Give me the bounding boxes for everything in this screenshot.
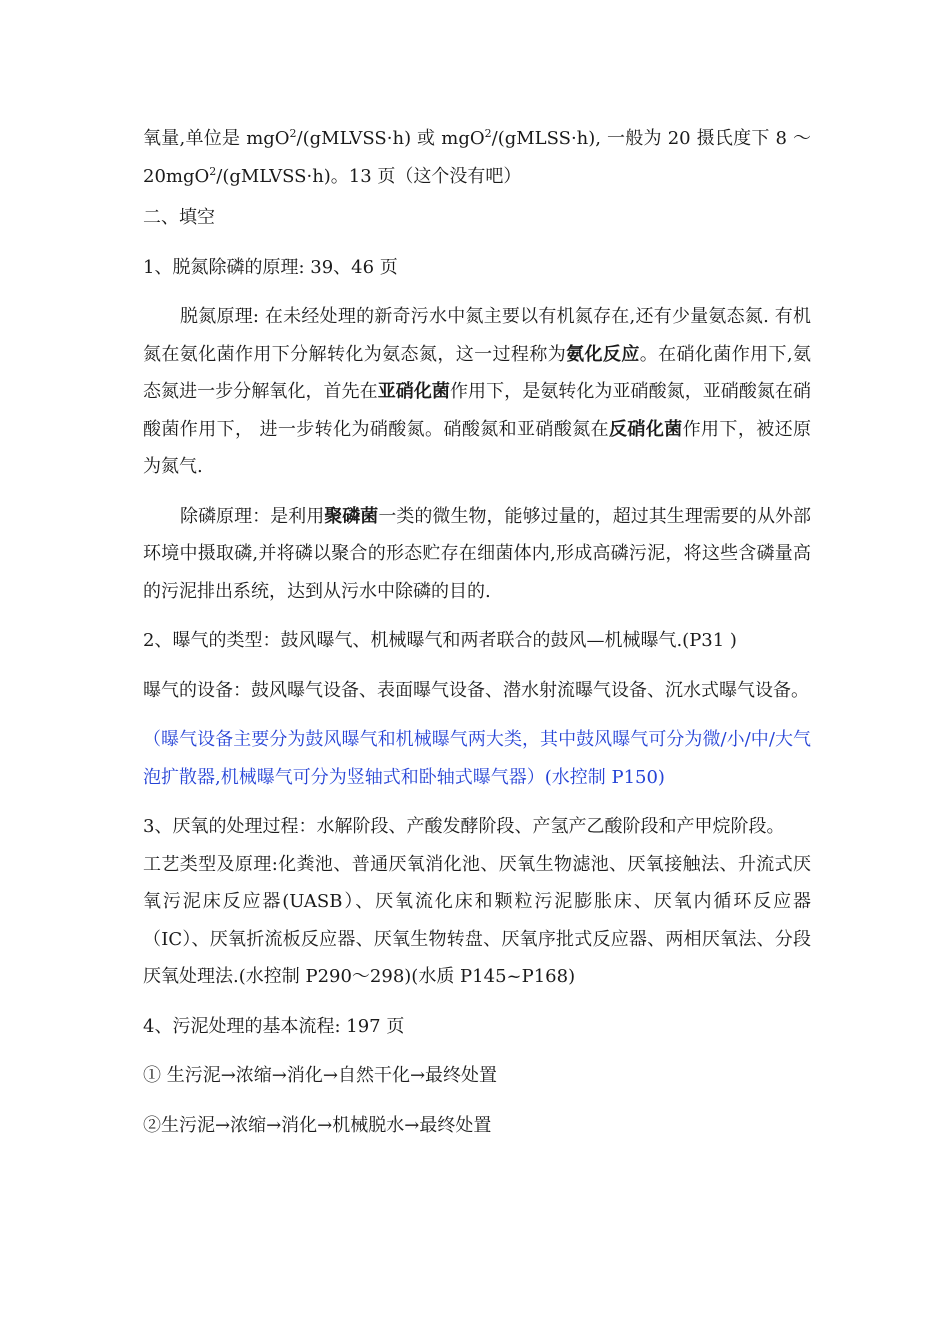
superscript: 2 xyxy=(209,164,217,178)
denitrification-paragraph xyxy=(143,298,811,486)
text-run: 除磷原理：是利用 xyxy=(180,505,325,527)
section-heading: 二、填空 xyxy=(143,207,215,228)
text-run: 作用下，是氨转化为亚硝酸氮，亚硝酸氮在硝酸菌作用下， 进一步转化为硝酸氮。硝酸氮和亚硝酸氮在 xyxy=(143,381,812,440)
text-run: 作用下，被还原为氮气. xyxy=(143,418,812,477)
text-run: 。在硝化菌作用下,氨态氮进一步分解氧化，首先在 xyxy=(143,343,812,402)
text-run: /(gMLSS·h), 一般为 20 摄氏度下 8 ～20mgO xyxy=(143,128,811,187)
q3-anaerobic-process: 3、厌氧的处理过程：水解阶段、产酸发酵阶段、产氢产乙酸阶段和产甲烷阶段。 xyxy=(143,816,785,837)
text-run: /(gMLVSS·h)。13 页（这个没有吧） xyxy=(216,165,522,187)
q2-aeration-equipment: 曝气的设备：鼓风曝气设备、表面曝气设备、潜水射流曝气设备、沉水式曝气设备。 xyxy=(143,679,809,701)
document-page xyxy=(143,120,811,1156)
phosphorus-removal-paragraph xyxy=(143,498,811,611)
bold-term-pao: 聚磷菌 xyxy=(324,505,379,527)
text-run: 脱氮原理: 在未经处理的新奇污水中氮主要以有机氮存在,还有少量氨态氮. 有机氮在氨化菌作用下分解转化为氨态氮，这一过程称为 xyxy=(143,306,811,365)
bold-term-denitrifying-bacteria: 反硝化菌 xyxy=(609,418,683,440)
superscript: 2 xyxy=(484,127,492,140)
q4-flow-1: ① 生污泥→浓缩→消化→自然干化→最终处置 xyxy=(143,1065,498,1086)
bold-term-ammonification: 氨化反应 xyxy=(566,343,640,365)
bold-term-nitrosobacteria: 亚硝化菌 xyxy=(377,381,450,402)
q4-flow-2: ②生污泥→浓缩→消化→机械脱水→最终处置 xyxy=(143,1114,492,1136)
text-run: /(gMLVSS·h) 或 mgO xyxy=(296,128,485,149)
q2-aeration-types: 2、曝气的类型：鼓风曝气、机械曝气和两者联合的鼓风—机械曝气.(P31 ) xyxy=(143,630,737,651)
q1-title: 1、脱氮除磷的原理: 39、46 页 xyxy=(143,256,398,278)
q3-process-types: 工艺类型及原理:化粪池、普通厌氧消化池、厌氧生物滤池、厌氧接触法、升流式厌氧污泥床反应器(UASB）、厌氧流化床和颗粒污泥膨胀床、厌氧内循环反应器（IC）、厌氧折流板反应器、厌氧生物转盘、厌氧序批式反应器、两相厌氧法、分段厌氧处理法.(水控制 P290～298)(水质 P145~P168) xyxy=(143,853,811,987)
oxygen-uptake-paragraph xyxy=(143,120,811,195)
q4-title: 4、污泥处理的基本流程: 197 页 xyxy=(143,1015,405,1037)
text-run: 氧量,单位是 mgO xyxy=(143,128,290,149)
superscript: 2 xyxy=(289,127,297,140)
text-run: 一类的微生物，能够过量的，超过其生理需要的从外部环境中摄取磷,并将磷以聚合的形态贮存在细菌体内,形成高磷污泥，将这些含磷量高的污泥排出系统，达到从污水中除磷的目的. xyxy=(143,505,812,602)
q2-equipment-note: （曝气设备主要分为鼓风曝气和机械曝气两大类，其中鼓风曝气可分为微/小/中/大气泡扩散器,机械曝气可分为竖轴式和卧轴式曝气器）(水控制 P150) xyxy=(143,729,811,788)
